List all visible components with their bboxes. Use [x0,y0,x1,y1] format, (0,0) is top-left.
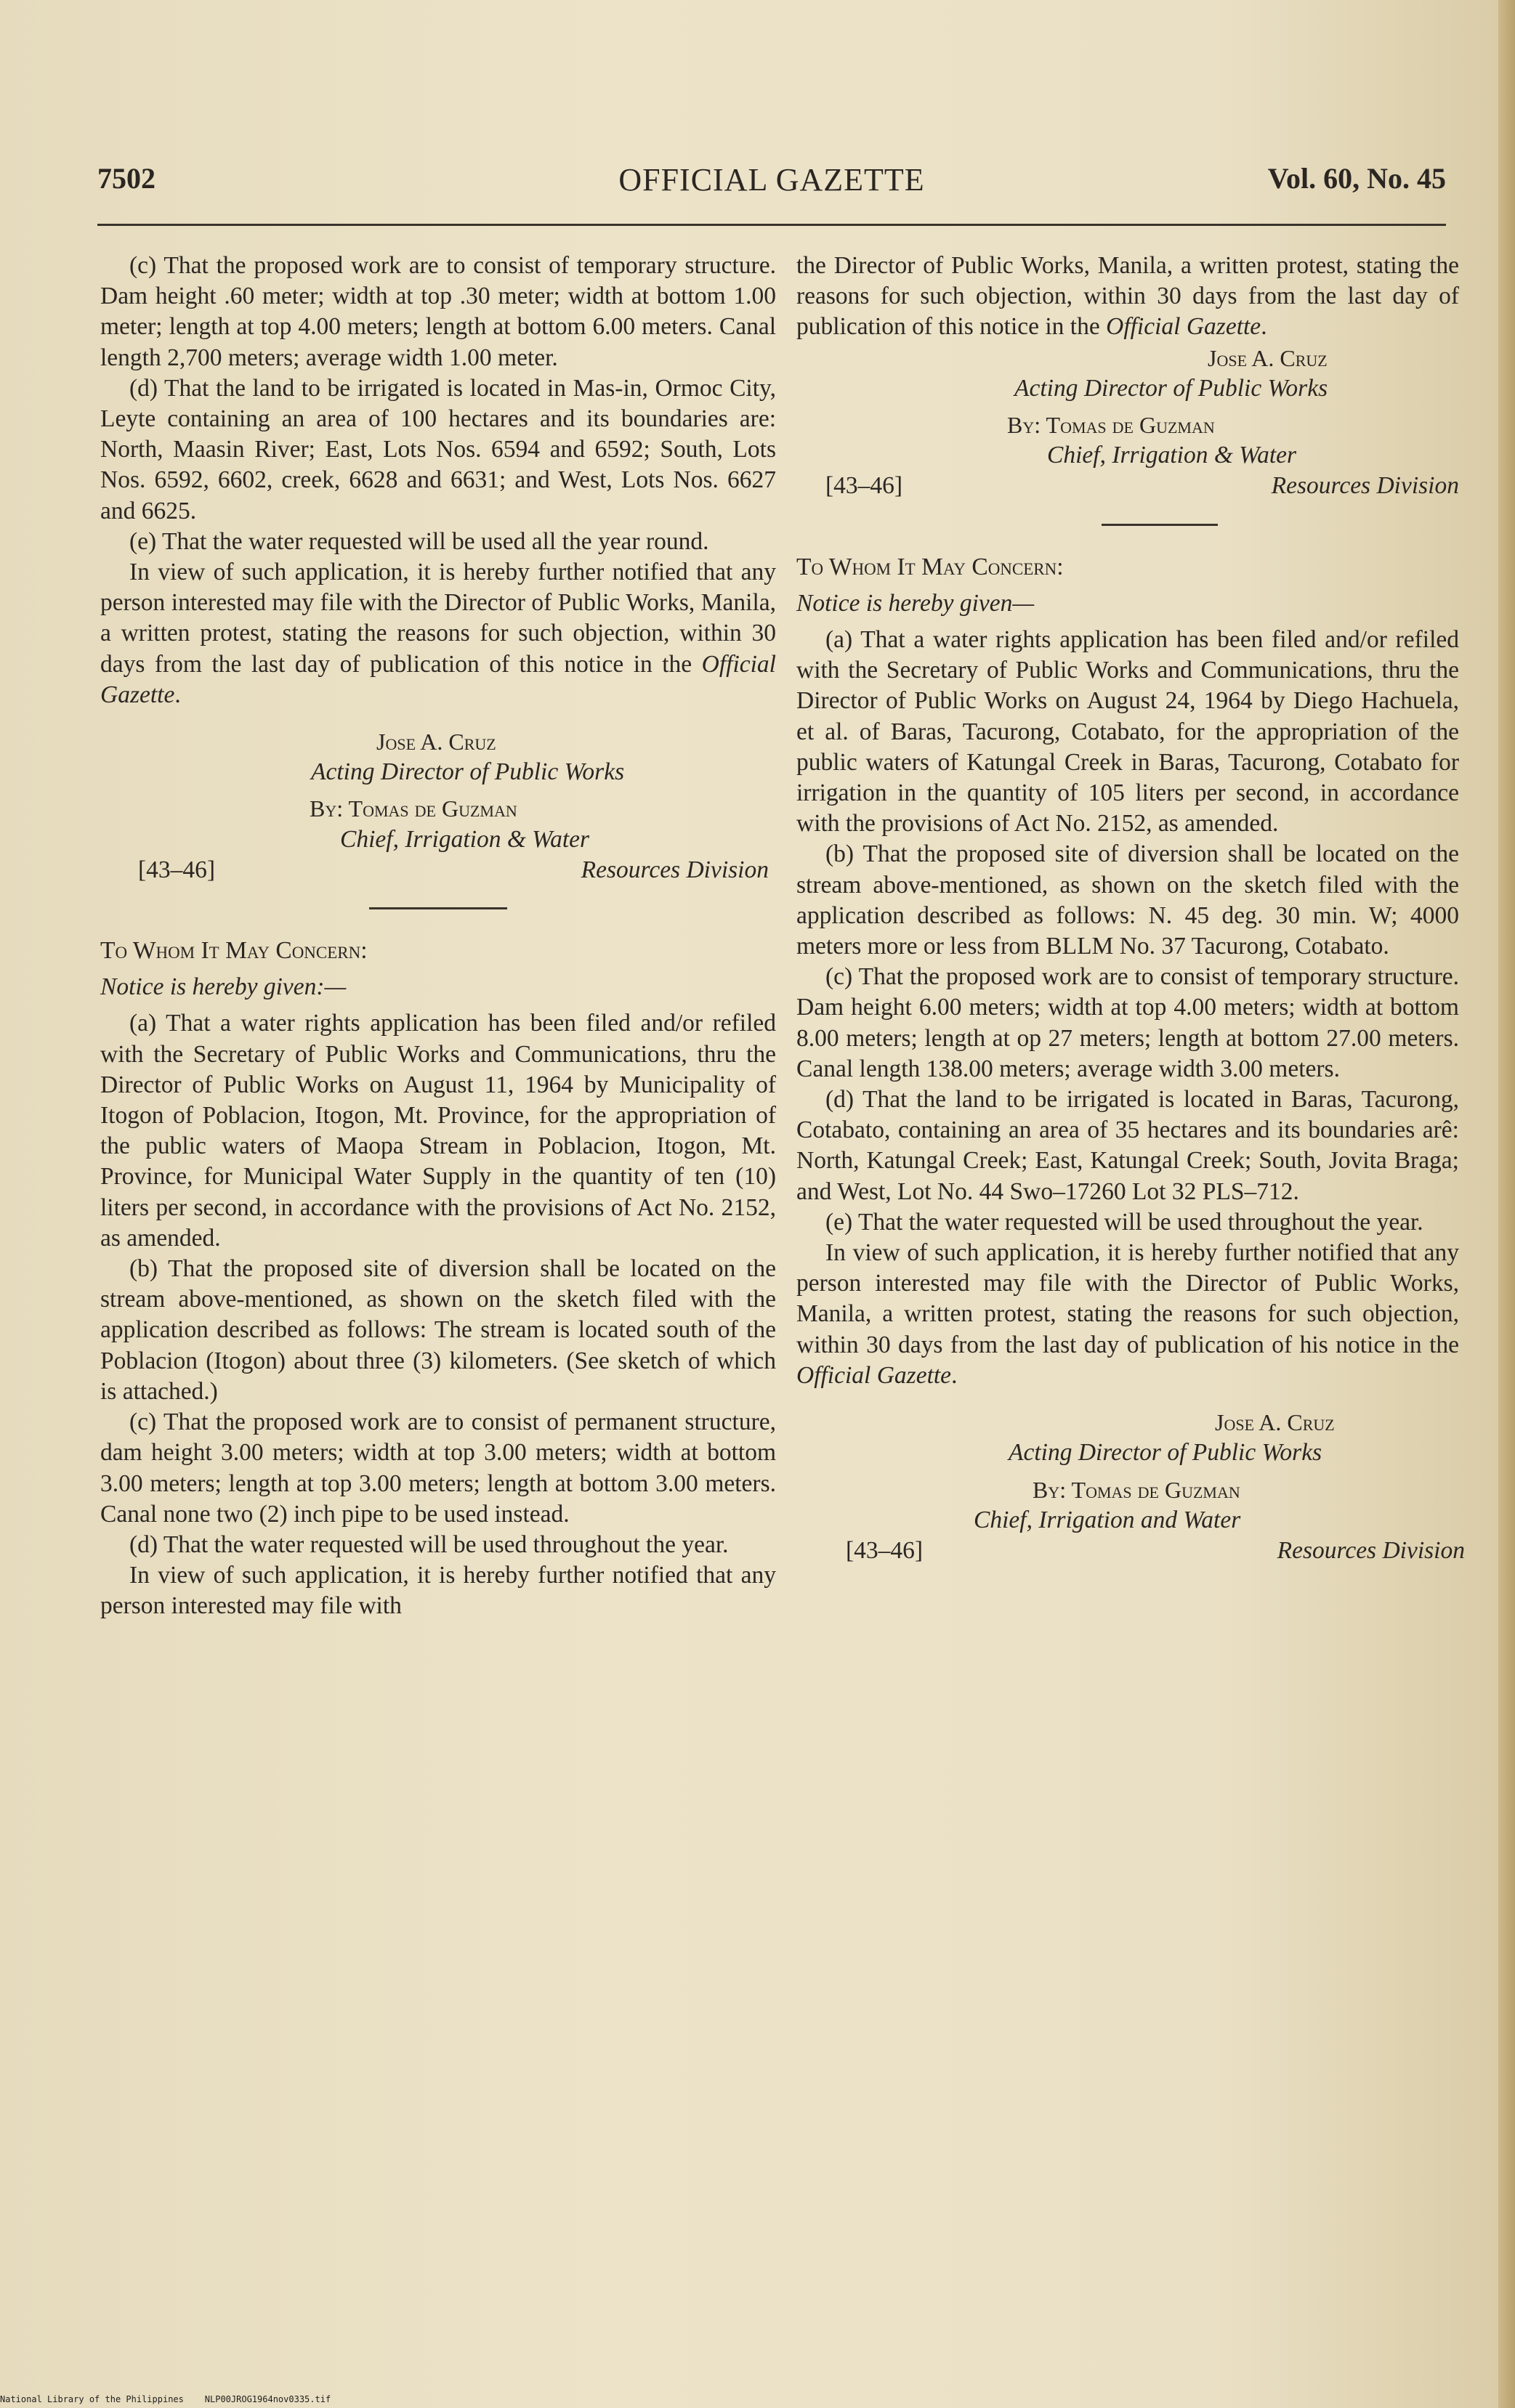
header-rule [97,224,1446,226]
signer-division: Resources Division [1271,472,1459,500]
footer-filename: NLP00JROG1964nov0335.tif [204,2394,331,2404]
gazette-name: Official Gazette [100,650,776,708]
notice-given: Notice is hereby given:— [100,973,347,1001]
signer-chief: Chief, Irrigation & Water [1047,442,1297,469]
signer-division: Resources Division [1277,1536,1465,1564]
paragraph-view-continued: the Director of Public Works, Manila, a written protest, stating the reasons for such objection, within 30 days from the last day of publication of this notice in the Official Gazette. [796,252,1459,341]
issue-reference: [43–46] [825,472,903,500]
paragraph-a: (a) That a water rights application has been filed and/or refiled with the Secretary of Public Works and Communications, thru the Director of Public Works on August 24, 1964 by Diego Hachuela, et al. of Baras, Tacurong, Cotabato, for the appropriation of the public waters of Katungal Creek in Baras, Tacurong, Cotabato for irrigation in the quantity of 105 liters per second, in accordance with the provisions of Act No. 2152, as amended. [796,626,1459,838]
paragraph-e-continued: (e) That the water requested will be used all the year round. [129,527,709,555]
gazette-name: Official Gazette [1106,313,1261,341]
left-column [100,251,776,1622]
paragraph-c: (c) That the proposed work are to consist of permanent structure, dam height 3.00 meters; width at top 3.00 meters; width at bottom 3.00 meters; length at top 3.00 meters; length at bottom 3.00 meters. Canal none two (2) inch pipe to be used instead. [100,1408,776,1528]
issue-reference: [43–46] [138,856,216,883]
paragraph-d: (d) That the water requested will be used throughout the year. [129,1531,729,1558]
paragraph-d: (d) That the land to be irrigated is located in Baras, Tacurong, Cotabato, containing an area of 35 hectares and its boundaries arê: North, Katungal Creek; East, Katungal Creek; South, Jovita Braga; and West, Lot No. 44 Swo–17260 Lot 32 PLS–712. [796,1086,1459,1205]
signature-block-1 [100,726,776,885]
signer-name: Jose A. Cruz [376,729,496,755]
page-edge-shadow [1498,0,1515,2408]
footer-library: National Library of the Philippines [0,2394,184,2404]
gazette-name: Official Gazette [796,1361,952,1389]
section-divider [369,907,507,909]
paragraph-d-continued: (d) That the land to be irrigated is located in Mas-in, Ormoc City, Leyte containing an area of 100 hectares and its boundaries are: North, Maasin River; East, Lots Nos. 6594 and 6592; South, Lots Nos. 6592, 6602, creek, 6628 and 6631; and West, Lots Nos. 6627 and 6625. [100,374,776,524]
signer-title: Acting Director of Public Works [1014,374,1328,402]
signature-block-2 [796,343,1459,502]
paragraph-c-continued: (c) That the proposed work are to consist of temporary structure. Dam height .60 meter; width at top .30 meter; width at bottom 1.00 meter; length at top 4.00 meters; length at bottom 6.00 meters. Canal length 2,700 meters; average width 1.00 meter. [100,252,776,371]
signer-name: Jose A. Cruz [1215,1409,1335,1436]
signer-by: By: Tomas de Guzman [1007,412,1215,439]
paragraph-e: (e) That the water requested will be used throughout the year. [825,1208,1423,1236]
section-divider [1102,524,1218,526]
paragraph-view: In view of such application, it is hereby further notified that any person interested may file with the Director of Public Works, Manila, a written protest, stating the reasons for such objection, within 30 days from the last day of publication of his notice in the Official Gazette. [796,1239,1459,1389]
paragraph-b: (b) That the proposed site of diversion shall be located on the stream above-mentioned, as shown on the sketch filed with the application described as follows: The stream is located south of the Poblacion (Itogon) about three (3) kilometers. (See sketch of which is attached.) [100,1255,776,1405]
notice-given: Notice is hereby given— [796,589,1035,617]
signer-division: Resources Division [581,856,769,883]
paragraph-a: (a) That a water rights application has been filed and/or refiled with the Secretary of Public Works and Communications, thru the Director of Public Works on August 11, 1964 by Municipality of Itogon of Poblacion, Itogon, Mt. Province, for the appropriation of the public waters of Maopa Stream in Poblacion, Itogon, Mt. Province, for Municipal Water Supply in the quantity of ten (10) liters per second, in accordance with the provisions of Act No. 2152, as amended. [100,1010,776,1252]
paragraph-b: (b) That the proposed site of diversion shall be located on the stream above-mentioned, as shown on the sketch filed with the application described as follows: N. 45 deg. 30 min. W; 4000 meters more or less from BLLM No. 37 Tacurong, Cotabato. [796,840,1459,960]
signer-chief: Chief, Irrigation & Water [340,825,590,853]
signer-by: By: Tomas de Guzman [1033,1476,1240,1503]
signer-name: Jose A. Cruz [1208,344,1328,371]
signer-title: Acting Director of Public Works [311,758,625,786]
paragraph-c: (c) That the proposed work are to consist of temporary structure. Dam height 6.00 meters; width at top 4.00 meters; width at bottom 8.00 meters; length at op 27 meters; length at bottom 27.00 meters. Canal length 138.00 meters; average width 3.00 meters. [796,963,1459,1082]
notice-heading: To Whom It May Concern: [100,937,368,965]
publication-title: OFFICIAL GAZETTE [618,162,925,198]
signature-block-3 [796,1407,1465,1566]
signer-title: Acting Director of Public Works [1009,1439,1322,1467]
paragraph-view: In view of such application, it is hereby further notified that any person interested may file with [100,1562,776,1620]
page-number: 7502 [97,162,155,195]
page-header [97,161,1446,205]
scan-footer [0,2394,727,2408]
paragraph-view-continued: In view of such application, it is hereby further notified that any person interested may file with the Director of Public Works, Manila, a written protest, stating the reasons for such objection, within 30 days from the last day of publication of this notice in the Official Gazette. [100,559,776,708]
notice-heading: To Whom It May Concern: [796,553,1064,580]
signer-chief: Chief, Irrigation and Water [974,1506,1241,1533]
right-column [796,251,1465,1566]
signer-by: By: Tomas de Guzman [310,795,517,822]
volume-number: Vol. 60, No. 45 [1267,162,1446,195]
issue-reference: [43–46] [846,1536,924,1564]
